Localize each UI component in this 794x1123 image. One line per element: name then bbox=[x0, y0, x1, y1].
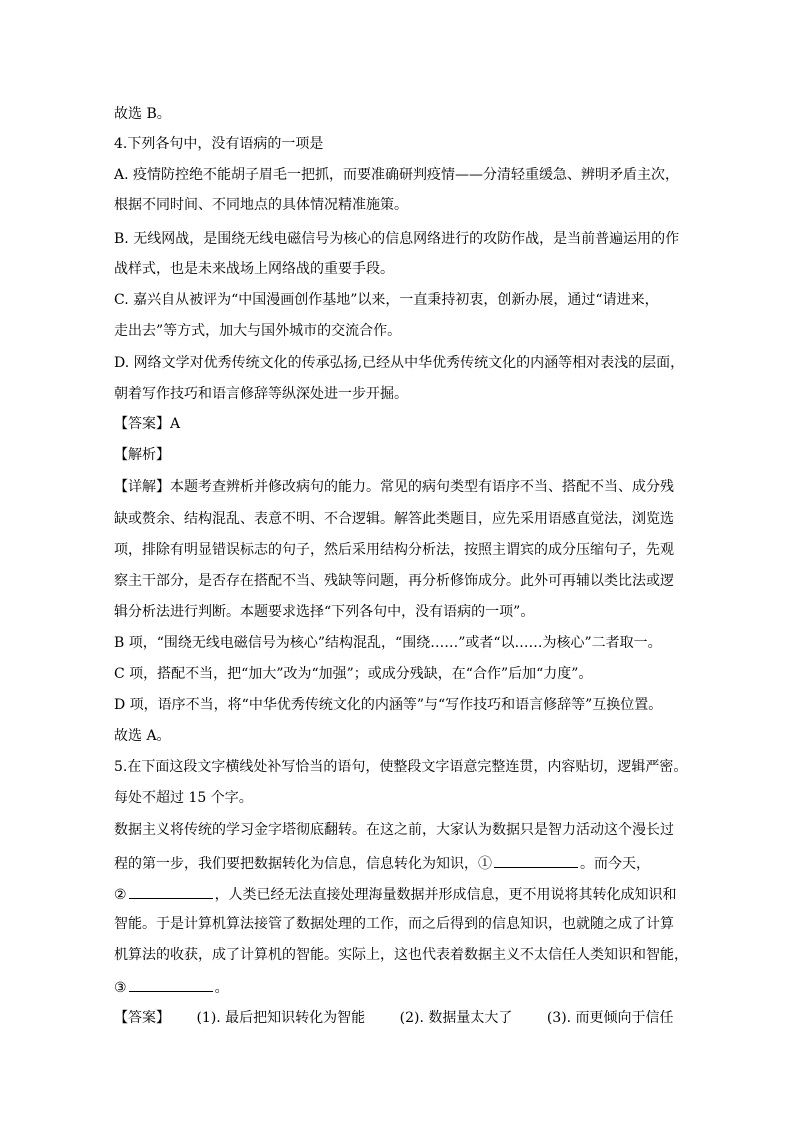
option-c-line-2: 走出去”等方式，加大与国外城市的交流合作。 bbox=[114, 323, 402, 339]
option-b-line-2: 战样式，也是未来战场上网络战的重要手段。 bbox=[114, 261, 394, 277]
detail-line-1: 【详解】本题考查辨析并修改病句的能力。常见的病句类型有语序不当、搭配不当、成分残 bbox=[114, 479, 674, 495]
answer-row bbox=[114, 1008, 690, 1028]
option-d-line-2: 朝着写作技巧和语言修辞等纵深处进一步开掘。 bbox=[114, 386, 408, 402]
passage-text: ③ bbox=[114, 980, 127, 996]
question-5-note: 每处不超过 15 个字。 bbox=[114, 790, 253, 806]
passage-line-6 bbox=[114, 976, 690, 998]
detail-d-item: D 项，语序不当，将“中华优秀传统文化的内涵等”与“写作技巧和语言修辞等”互换位置。 bbox=[114, 697, 663, 713]
detail-line-4: 察主干部分，是否存在搭配不当、残缺等问题，再分析修饰成分。此外可再辅以类比法或逻 bbox=[114, 573, 674, 589]
detail-b-item: B 项，“围绕无线电磁信号为核心”结构混乱，“围绕……”或者“以……为核心”二者取一。 bbox=[114, 635, 662, 651]
answer-item-3: (3). 而更倾向于信任 bbox=[546, 1010, 674, 1026]
question-5-stem: 5.在下面这段文字横线处补写恰当的语句，使整段文字语意完整连贯，内容贴切，逻辑严密。 bbox=[114, 759, 688, 775]
option-b-line-1: B. 无线网战，是围绕无线电磁信号为核心的信息网络进行的攻防作战，是当前普遍运用的作 bbox=[114, 231, 680, 247]
analysis-heading: 【解析】 bbox=[114, 447, 170, 463]
answer-item-2: (2). 数据量太大了 bbox=[399, 1010, 513, 1026]
option-d-line-1: D. 网络文学对优秀传统文化的传承弘扬,已经从中华优秀传统文化的内涵等相对表浅的层面， bbox=[114, 355, 685, 371]
passage-text: 程的第一步，我们要把数据转化为信息，信息转化为知识，① bbox=[114, 856, 492, 872]
option-a-line-2: 根据不同时间、不同地点的具体情况精准施策。 bbox=[114, 197, 408, 213]
detail-line-5: 辑分析法进行判断。本题要求选择“下列各句中，没有语病的一项”。 bbox=[114, 604, 535, 620]
answer-heading: 【答案】A bbox=[114, 416, 181, 432]
passage-text: 。 bbox=[214, 980, 229, 996]
option-a-line-1: A. 疫情防控绝不能胡子眉毛一把抓，而要准确研判疫情——分清轻重缓急、辨明矛盾主次， bbox=[114, 167, 680, 183]
passage-text: 。而今天， bbox=[580, 856, 650, 872]
question-4-stem: 4.下列各句中，没有语病的一项是 bbox=[114, 136, 324, 152]
passage-line-4: 智能。于是计算机算法接管了数据处理的工作，而之后得到的信息知识，也就随之成了计算 bbox=[114, 916, 674, 932]
passage-text: ② bbox=[114, 887, 127, 903]
passage-line-2 bbox=[114, 852, 690, 874]
blank-2[interactable] bbox=[129, 883, 213, 899]
passage-text: ，人类已经无法直接处理海量数据并形成信息，更不用说将其转化成知识和 bbox=[214, 887, 677, 903]
detail-line-3: 项，排除有明显错误标志的句子，然后采用结构分析法，按照主谓宾的成分压缩句子，先观 bbox=[114, 542, 674, 558]
detail-c-item: C 项，搭配不当，把“加大”改为“加强”；或成分残缺，在“合作”后加“力度”。 bbox=[114, 666, 593, 682]
passage-line-1: 数据主义将传统的学习金字塔彻底翻转。在这之前，大家认为数据只是智力活动这个漫长过 bbox=[114, 822, 674, 838]
text-line: 故选 B。 bbox=[114, 106, 171, 122]
answer-item-1: (1). 最后把知识转化为智能 bbox=[196, 1010, 366, 1026]
passage-line-5: 机算法的收获，成了计算机的智能。实际上，这也代表着数据主义不太信任人类知识和智能， bbox=[114, 947, 688, 963]
text-line: 故选 A。 bbox=[114, 728, 171, 744]
blank-1[interactable] bbox=[494, 852, 578, 868]
blank-3[interactable] bbox=[129, 976, 213, 992]
passage-line-3 bbox=[114, 883, 690, 905]
answer-label: 【答案】 bbox=[114, 1010, 170, 1026]
option-c-line-1: C. 嘉兴自从被评为“中国漫画创作基地”以来，一直秉持初衷，创新办展，通过“请进来， bbox=[114, 292, 659, 308]
detail-line-2: 缺或赘余、结构混乱、表意不明、不合逻辑。解答此类题目，应先采用语感直觉法，浏览选 bbox=[114, 511, 674, 527]
